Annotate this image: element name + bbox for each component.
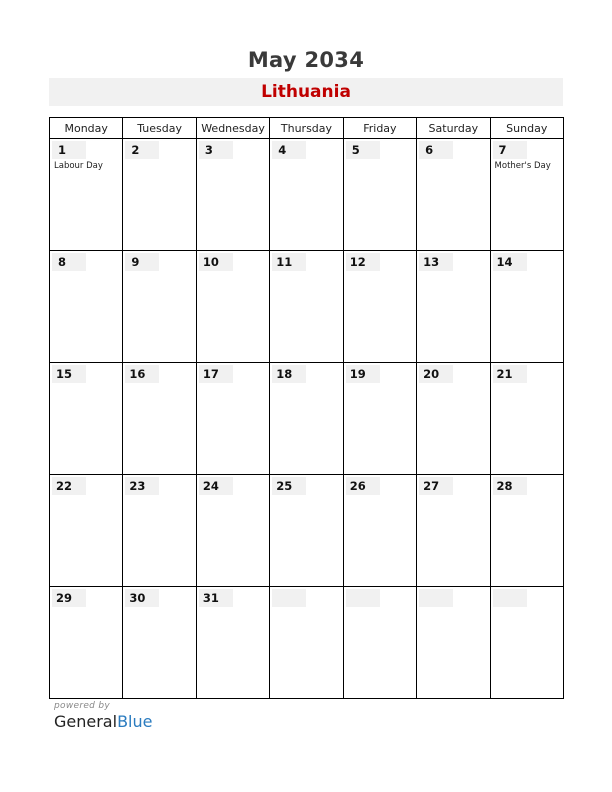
day-cell (490, 139, 563, 251)
day-number: 9 (125, 253, 159, 271)
day-number: 18 (272, 365, 306, 383)
day-cell-empty (490, 587, 563, 699)
week-row (50, 363, 564, 475)
day-number: 11 (272, 253, 306, 271)
day-number: 23 (125, 477, 159, 495)
day-number: 8 (52, 253, 86, 271)
day-cell (343, 475, 416, 587)
day-cell (196, 587, 269, 699)
day-cell-empty (417, 587, 490, 699)
weekday-header: Sunday (490, 118, 563, 139)
footer-branding (54, 701, 152, 731)
day-cell (343, 139, 416, 251)
week-row (50, 251, 564, 363)
day-cell (123, 475, 196, 587)
day-number: 14 (493, 253, 527, 271)
day-number: 12 (346, 253, 380, 271)
week-row (50, 139, 564, 251)
day-number: 7 (493, 141, 527, 159)
day-cell (417, 475, 490, 587)
day-cell (50, 587, 123, 699)
day-cell (490, 475, 563, 587)
day-cell (343, 363, 416, 475)
day-number: 28 (493, 477, 527, 495)
day-number: 4 (272, 141, 306, 159)
weekday-header: Saturday (417, 118, 490, 139)
weekday-header: Friday (343, 118, 416, 139)
day-number: 2 (125, 141, 159, 159)
weekday-header-row (50, 118, 564, 139)
week-row (50, 475, 564, 587)
day-cell (196, 251, 269, 363)
country-banner: Lithuania (49, 78, 563, 106)
day-cell-empty (270, 587, 343, 699)
day-cell (50, 475, 123, 587)
day-cell-empty (343, 587, 416, 699)
holiday-label: Mother's Day (494, 161, 551, 171)
day-number-placeholder (272, 589, 306, 607)
day-cell (50, 139, 123, 251)
day-number: 13 (419, 253, 453, 271)
day-cell (50, 251, 123, 363)
day-cell (270, 475, 343, 587)
day-cell (270, 251, 343, 363)
day-cell (270, 363, 343, 475)
day-cell (417, 139, 490, 251)
day-cell (490, 363, 563, 475)
day-number-placeholder (493, 589, 527, 607)
day-number: 26 (346, 477, 380, 495)
day-number: 29 (52, 589, 86, 607)
day-cell (343, 251, 416, 363)
day-cell (417, 251, 490, 363)
weekday-header: Thursday (270, 118, 343, 139)
day-cell (123, 587, 196, 699)
day-cell (417, 363, 490, 475)
weekday-header: Monday (50, 118, 123, 139)
day-number: 30 (125, 589, 159, 607)
day-cell (196, 139, 269, 251)
day-number: 3 (199, 141, 233, 159)
weekday-header: Wednesday (196, 118, 269, 139)
day-number-placeholder (419, 589, 453, 607)
day-number: 21 (493, 365, 527, 383)
brand-general: General (54, 712, 118, 731)
day-number: 15 (52, 365, 86, 383)
week-row (50, 587, 564, 699)
calendar-title: May 2034 (247, 48, 365, 72)
day-number: 19 (346, 365, 380, 383)
day-number-placeholder (346, 589, 380, 607)
day-number: 24 (199, 477, 233, 495)
day-cell (50, 363, 123, 475)
weekday-header: Tuesday (123, 118, 196, 139)
day-cell (123, 139, 196, 251)
powered-by-text: powered by (54, 701, 110, 711)
day-number: 6 (419, 141, 453, 159)
day-cell (123, 363, 196, 475)
day-cell (270, 139, 343, 251)
day-number: 17 (199, 365, 233, 383)
calendar-grid (49, 117, 564, 699)
day-number: 25 (272, 477, 306, 495)
brand-blue: Blue (117, 712, 153, 731)
day-number: 10 (199, 253, 233, 271)
day-number: 20 (419, 365, 453, 383)
day-cell (123, 251, 196, 363)
holiday-label: Labour Day (54, 161, 103, 171)
day-number: 1 (52, 141, 86, 159)
day-cell (196, 475, 269, 587)
brand-logo[interactable] (54, 712, 152, 731)
day-number: 31 (199, 589, 233, 607)
day-cell (196, 363, 269, 475)
day-cell (490, 251, 563, 363)
day-number: 27 (419, 477, 453, 495)
day-number: 16 (125, 365, 159, 383)
day-number: 5 (346, 141, 380, 159)
day-number: 22 (52, 477, 86, 495)
